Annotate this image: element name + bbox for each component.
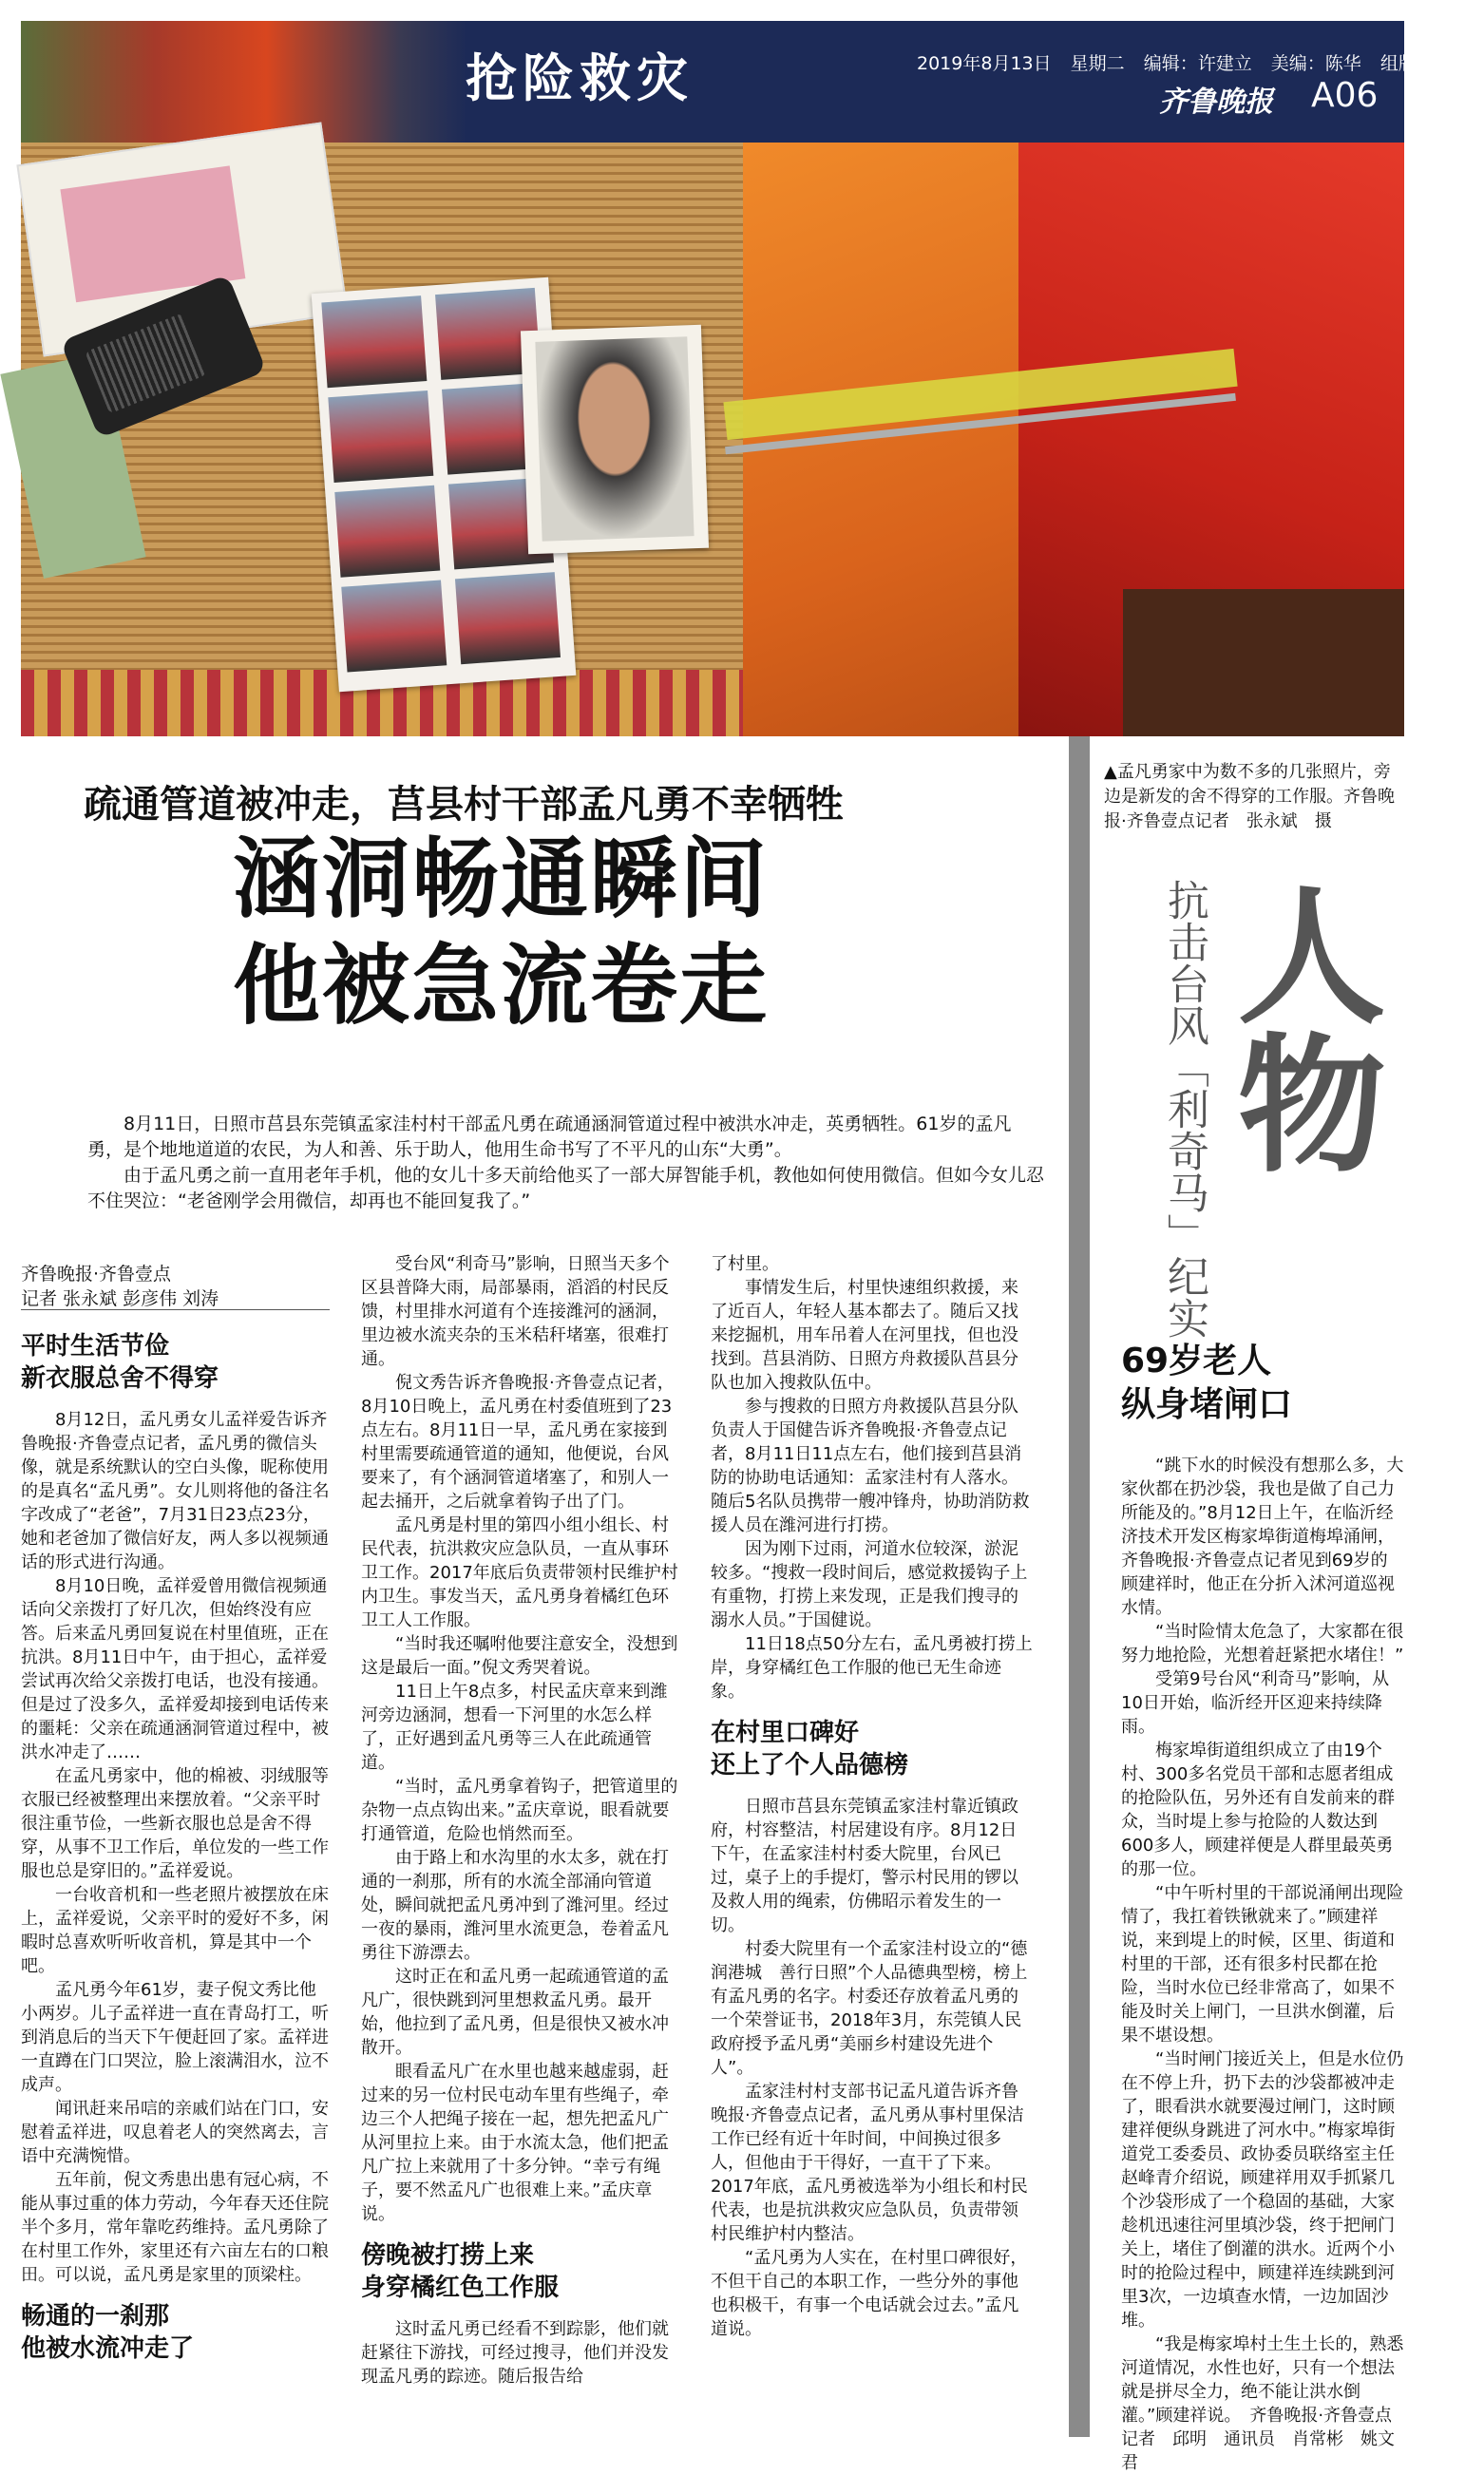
- header-rescue-photo: [21, 21, 467, 143]
- main-photo: [21, 143, 1404, 736]
- article-column-1: 平时生活节俭 新衣服总舍不得穿 8月12日，孟凡勇女儿孟祥爱告诉齐鲁晚报·齐鲁壹点记者，孟凡勇的微信头像，就是系统默认的空白头像，昵称使用的是真名“孟凡勇”。女儿则将他的备注名字改成了“老爸”，7月31日23点23分，她和老爸加了微信好友，两人多以视频通话的形式进行沟通。 8月10日晚，孟祥爱曾用微信视频通话向父亲拨打了好几次，但始终没有应答。后来孟凡勇回复说在村里值班，正在抗洪。8月11日中午，由于担心，孟祥爱尝试再次给父亲拨打电话，也没有接通。但是过了没多久，孟祥爱却接到电话传来的噩耗：父亲在疏通涵洞管道过程中，被洪水冲走了…… 在孟凡勇家中，他的棉被、羽绒服等衣服已经被整理出来摆放着。“父亲平时很注重节俭，一些新衣服也总是舍不得穿，从事不卫工作后，单位发的一些工作服也总是穿旧的。”孟祥爱说。 一台收音机和一些老照片被摆放在床上，孟祥爱说，父亲平时的爱好不多，闲暇时总喜欢听听收音机，算是其中一个吧。 孟凡勇今年61岁，妻子倪文秀比他小两岁。儿子孟祥进一直在青岛打工，听到消息后的当天下午便赶回了家。孟祥进一直蹲在门口哭泣，脸上滚满泪水，泣不成声。 闻讯赶来吊唁的亲戚们站在门口，安慰着孟祥进，叹息着老人的突然离去，言语中充满惋惜。 五年前，倪文秀患出患有冠心病，不能从事过重的体力劳动，今年春天还住院半个多月，常年靠吃药维持。孟凡勇除了在村里工作外，家里还有六亩左右的口粮田。可以说，孟凡勇是家里的顶梁柱。 畅通的一刹那 他被水流冲走了: [21, 1332, 330, 2363]
- main-headline: [233, 827, 769, 1039]
- issue-date: 2019年8月13日: [917, 53, 1052, 74]
- main-headline-line2: 他被急流卷走: [233, 935, 770, 1037]
- series-title-vertical: 抗击台风「利奇马」纪实: [1160, 879, 1208, 1339]
- sub-headline: 疏通管道被冲走，莒县村干部孟凡勇不幸牺牲: [84, 783, 844, 827]
- dark-cushion: [1123, 589, 1404, 736]
- byline: 齐鲁晚报·齐鲁壹点 记者 张永斌 彭彦伟 刘涛: [21, 1264, 219, 1309]
- header-meta: [917, 49, 1484, 75]
- page-number: A06: [1311, 76, 1379, 115]
- column1-subhead-2: 畅通的一刹那 他被水流冲走了: [21, 2302, 195, 2363]
- main-headline-line1: 涵洞畅通瞬间: [233, 828, 770, 930]
- section-title: 抢险救灾: [466, 48, 694, 108]
- column-label-people: 人物: [1212, 879, 1385, 1175]
- column3-subhead: 在村里口碑好 还上了个人品德榜: [711, 1719, 909, 1780]
- article-column-2: 受台风“利奇马”影响，日照当天多个区县普降大雨，局部暴雨，滔滔的村民反馈，村里排水河道有个连接潍河的涵洞，里边被水流夹杂的玉米秸秆堵塞，很难打通。 倪文秀告诉齐鲁晚报·齐鲁壹点记者，8月10日晚上，孟凡勇在村委值班到了23点左右。8月11日一早，孟凡勇在家接到村里需要疏通管道的通知，他便说，台风要来了，有个涵洞管道堵塞了，和别人一起去捅开，之后就拿着钩子出了门。 孟凡勇是村里的第四小组小组长、村民代表，抗洪救灾应急队员，一直从事环卫工作。2017年底后负责带领村民维护村内卫生。事发当天，孟凡勇身着橘红色环卫工人工作服。 “当时我还嘱咐他要注意安全，没想到这是最后一面。”倪文秀哭着说。 11日上午8点多，村民孟庆章来到潍河旁边涵洞，想看一下河里的水怎么样了，正好遇到孟凡勇等三人在此疏通管道。 “当时，孟凡勇拿着钩子，把管道里的杂物一点点钩出来。”孟庆章说，眼看就要打通管道，危险也悄然而至。 由于路上和水沟里的水太多，就在打通的一刹那，所有的水流全部涌向管道处，瞬间就把孟凡勇冲到了潍河里。经过一夜的暴雨，潍河里水流更急，卷着孟凡勇往下游漂去。 这时正在和孟凡勇一起疏通管道的孟凡广，很快跳到河里想救孟凡勇。最开始，他拉到了孟凡勇，但是很快又被水冲散开。 眼看孟凡广在水里也越来越虚弱，赶过来的另一位村民屯动车里有些绳子，牵边三个人把绳子接在一起，想先把孟凡广从河里拉上来。由于水流太急，他们把孟凡广拉上来就用了十多分钟。“幸亏有绳子，要不然孟凡广也很难上来。”孟庆章说。 傍晚被打捞上来 身穿橘红色工作服 这时孟凡勇已经看不到踪影，他们就赶紧往下游找，可经过搜寻，他们并没发现孟凡勇的踪迹。随后报告给: [361, 1254, 678, 2387]
- portrait-photo: [521, 325, 709, 554]
- column1-subhead-1: 平时生活节俭 新衣服总舍不得穿: [21, 1332, 219, 1393]
- newspaper-brand: 齐鲁晚报: [1159, 86, 1273, 119]
- sidebar-divider-bar: [1069, 736, 1090, 2437]
- sidebar-article: “跳下水的时候没有想那么多，大家伙都在扔沙袋，我也是做了自己力所能及的。”8月12日上午，在临沂经济技术开发区梅家埠街道梅埠涌闸，齐鲁晚报·齐鲁壹点记者见到69岁的顾建祥时，他正在分折入沭河道巡视水情。 “当时险情太危急了，大家都在很努力地抢险，光想着赶紧把水堵住！” 受第9号台风“利奇马”影响，从10日开始，临沂经开区迎来持续降雨。 梅家埠街道组织成立了由19个村、300多名党员干部和志愿者组成的抢险队伍，另外还有自发前来的群众，当时堤上参与抢险的人数达到600多人，顾建祥便是人群里最英勇的那一位。 “中午听村里的干部说涌闸出现险情了，我扛着铁锹就来了。”顾建祥说，来到堤上的时候，区里、街道和村里的干部，还有很多村民都在抢险，当时水位已经非常高了，如果不能及时关上闸门，一旦洪水倒灌，后果不堪设想。 “当时闸门接近关上，但是水位仍在不停上升，扔下去的沙袋都被冲走了，眼看洪水就要漫过闸门，这时顾建祥便纵身跳进了河水中。”梅家埠街道党工委委员、政协委员联络室主任赵峰青介绍说，顾建祥用双手抓紧几个沙袋形成了一个稳固的基础，大家趁机迅速往河里填沙袋，终于把闸门关上，堵住了倒灌的洪水。近两个小时的抢险过程中，顾建祥连续跳到河里3次，一边填查水情，一边加固沙堆。 “我是梅家埠村土生土长的，熟悉河道情况，水性也好，只有一个想法就是拼尽全力，绝不能让洪水倒灌。”顾建祥说。 齐鲁晚报·齐鲁壹点记者 邱明 通讯员 肖常彬 姚文君: [1121, 1456, 1404, 2473]
- photo-caption: ▲孟凡勇家中为数不多的几张照片，旁边是新发的舍不得穿的工作服。齐鲁晚报·齐鲁壹点记者 张永斌 摄: [1104, 762, 1395, 831]
- sidebar-headline: 69岁老人 纵身堵闸口: [1121, 1342, 1293, 1424]
- issue-weekday: 星期二: [1070, 53, 1125, 74]
- layout-credit: 组版：颜莉: [1379, 53, 1471, 74]
- byline-rule: [21, 1309, 330, 1310]
- editor-credit: 编辑：许建立: [1143, 53, 1252, 74]
- lead-paragraph: 8月11日，日照市莒县东莞镇孟家洼村村干部孟凡勇在疏通涵洞管道过程中被洪水冲走，英勇牺牲。61岁的孟凡勇，是个地地道道的农民，为人和善、乐于助人，他用生命书写了不平凡的山东“大勇”。 由于孟凡勇之前一直用老年手机，他的女儿十多天前给他买了一部大屏智能手机，教他如何使用微信。但如今女儿忍不住哭泣：“老爸刚学会用微信，却再也不能回复我了。”: [87, 1114, 1045, 1211]
- designer-credit: 美编：陈华: [1270, 53, 1361, 74]
- column2-subhead: 傍晚被打捞上来 身穿橘红色工作服: [361, 2241, 560, 2302]
- article-column-3: 了村里。 事情发生后，村里快速组织救援，来了近百人，年轻人基本都去了。随后又找来挖掘机，用车吊着人在河里找，但也没找到。莒县消防、日照方舟救援队莒县分队也加入搜救队伍中。 参与搜救的日照方舟救援队莒县分队负责人于国健告诉齐鲁晚报·齐鲁壹点记者，8月11日11点左右，他们接到莒县消防的协助电话通知：孟家洼村有人落水。随后5名队员携带一艘冲锋舟，协助消防救援人员在潍河进行打捞。 因为刚下过雨，河道水位较深，淤泥较多。“搜救一段时间后，感觉救援钩子上有重物，打捞上来发现，正是我们搜寻的溺水人员。”于国健说。 11日18点50分左右，孟凡勇被打捞上岸，身穿橘红色工作服的他已无生命迹象。 在村里口碑好 还上了个人品德榜 日照市莒县东莞镇孟家洼村靠近镇政府，村容整洁，村居建设有序。8月12日下午，在孟家洼村村委大院里，台风已过，桌子上的手提灯，警示村民用的锣以及救人用的绳索，仿佛昭示着发生的一切。 村委大院里有一个孟家洼村设立的“德润港城 善行日照”个人品德典型榜，榜上有孟凡勇的名字。村委还存放着孟凡勇的一个荣誉证书，2018年3月，东莞镇人民政府授予孟凡勇“美丽乡村建设先进个人”。 孟家洼村村支部书记孟凡道告诉齐鲁晚报·齐鲁壹点记者，孟凡勇从事村里保洁工作已经有近十年时间，中间换过很多人，但他由于干得好，一直干了下来。2017年底，孟凡勇被选举为小组长和村民代表，也是抗洪救灾应急队员，负责带领村民维护村内整洁。 “孟凡勇为人实在，在村里口碑很好，不但干自己的本职工作，一些分外的事他也积极干，有事一个电话就会过去。”孟凡道说。: [711, 1254, 1033, 2339]
